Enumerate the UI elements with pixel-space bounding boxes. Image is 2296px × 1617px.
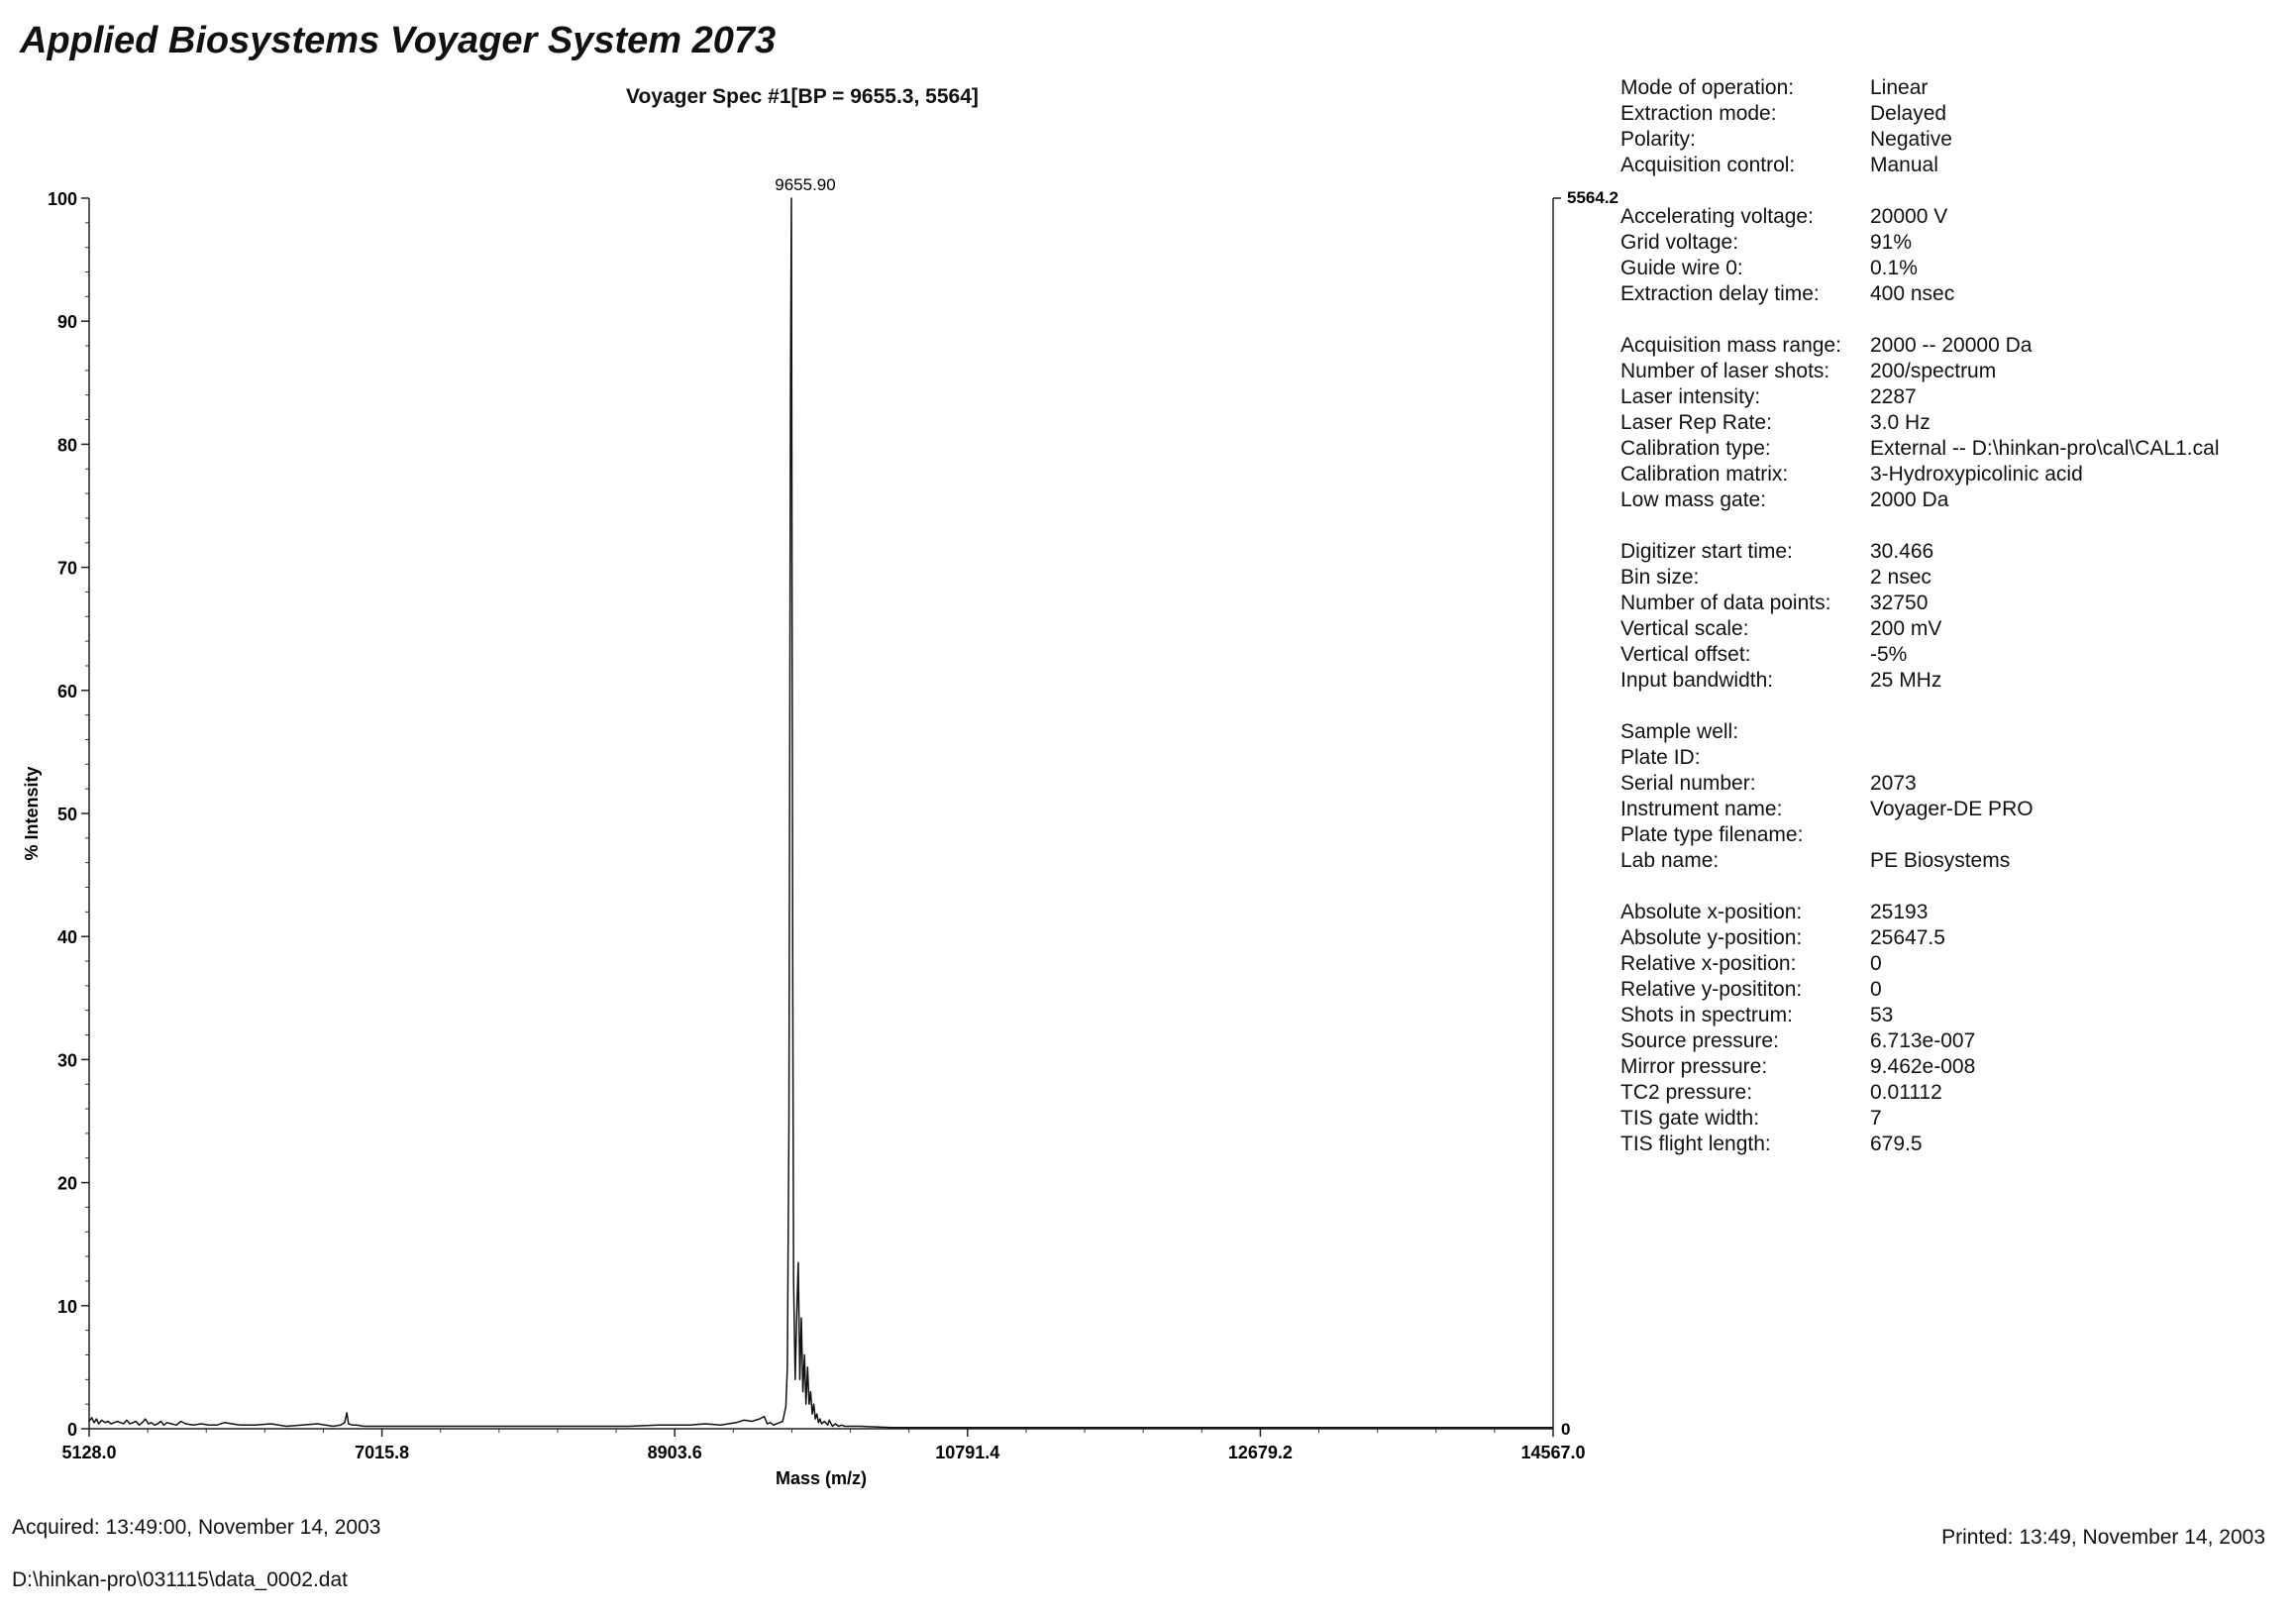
param-row — [1620, 822, 2219, 848]
data-file-path: D:\hinkan-pro\031115\data_0002.dat — [12, 1568, 348, 1591]
param-row — [1620, 1132, 2219, 1157]
param-label: Instrument name: — [1620, 798, 1783, 820]
param-label: TIS flight length: — [1620, 1132, 1771, 1155]
param-label: Accelerating voltage: — [1620, 205, 1814, 228]
x-axis-title: Mass (m/z) — [775, 1468, 868, 1488]
y-tick-label: 60 — [56, 681, 77, 701]
param-row — [1620, 797, 2219, 822]
param-label: Digitizer start time: — [1620, 540, 1793, 563]
param-label: Relative y-posititon: — [1620, 978, 1803, 1001]
param-row — [1620, 230, 2219, 256]
param-label: Absolute y-position: — [1620, 926, 1803, 949]
param-label: Absolute x-position: — [1620, 901, 1803, 923]
param-label: Mode of operation: — [1620, 76, 1795, 99]
acquisition-parameters — [1620, 75, 2219, 1183]
param-group — [1620, 719, 2219, 874]
param-row — [1620, 487, 2219, 513]
param-label: Extraction delay time: — [1620, 282, 1820, 305]
x-tick-label: 8903.6 — [647, 1443, 702, 1462]
printed-timestamp: Printed: 13:49, November 14, 2003 — [1941, 1526, 2265, 1549]
param-row — [1620, 101, 2219, 127]
y-tick-label: 90 — [56, 312, 77, 333]
param-label: Laser intensity: — [1620, 385, 1761, 408]
chart-title: Voyager Spec #1[BP = 9655.3, 5564] — [626, 85, 979, 108]
axes — [89, 198, 1553, 1429]
report-title: Applied Biosystems Voyager System 2073 — [20, 20, 777, 61]
param-row — [1620, 256, 2219, 281]
param-label: Calibration matrix: — [1620, 463, 1789, 485]
x-tick-label: 10791.4 — [935, 1443, 1000, 1462]
param-value: 2287 — [1870, 385, 1917, 408]
param-value: 7 — [1870, 1107, 1882, 1130]
param-value: 32750 — [1870, 592, 1929, 614]
param-label: TC2 pressure: — [1620, 1081, 1753, 1104]
y-tick-label: 30 — [56, 1050, 77, 1071]
param-value: PE Biosystems — [1870, 849, 2011, 872]
param-value: Manual — [1870, 154, 1938, 176]
param-value: 3.0 Hz — [1870, 411, 1931, 434]
param-row — [1620, 1028, 2219, 1054]
param-label: Laser Rep Rate: — [1620, 411, 1772, 434]
param-label: TIS gate width: — [1620, 1107, 1760, 1130]
y-tick-label: 40 — [56, 927, 77, 948]
param-row — [1620, 1003, 2219, 1028]
param-value: 25193 — [1870, 901, 1929, 923]
param-row — [1620, 1080, 2219, 1106]
param-label: Number of laser shots: — [1620, 360, 1830, 382]
param-row — [1620, 951, 2219, 977]
param-row — [1620, 1054, 2219, 1080]
ticks — [81, 198, 1561, 1437]
param-row — [1620, 925, 2219, 951]
param-label: Plate type filename: — [1620, 823, 1804, 846]
param-value: 2000 Da — [1870, 488, 1949, 511]
param-row — [1620, 281, 2219, 307]
param-value: 2073 — [1870, 772, 1917, 795]
param-value: 91% — [1870, 231, 1913, 254]
param-value: 9.462e-008 — [1870, 1055, 1976, 1078]
param-row — [1620, 642, 2219, 668]
x-tick-label: 14567.0 — [1520, 1443, 1586, 1462]
param-value: 200 mV — [1870, 617, 1942, 640]
spectrum-series — [89, 198, 1553, 1428]
param-value: Linear — [1870, 76, 1929, 99]
param-row — [1620, 668, 2219, 694]
param-label: Calibration type: — [1620, 437, 1771, 460]
param-row — [1620, 771, 2219, 797]
param-label: Guide wire 0: — [1620, 257, 1743, 279]
param-group — [1620, 204, 2219, 307]
param-row — [1620, 565, 2219, 591]
param-label: Shots in spectrum: — [1620, 1004, 1793, 1026]
param-label: Mirror pressure: — [1620, 1055, 1768, 1078]
y-tick-label: 50 — [56, 805, 77, 824]
param-row — [1620, 900, 2219, 925]
param-value: 0.1% — [1870, 257, 1918, 279]
param-value: -5% — [1870, 643, 1908, 666]
param-row — [1620, 410, 2219, 436]
param-label: Number of data points: — [1620, 592, 1831, 614]
param-group — [1620, 539, 2219, 694]
param-label: Sample well: — [1620, 720, 1739, 743]
param-value: 30.466 — [1870, 540, 1934, 563]
param-label: Vertical offset: — [1620, 643, 1751, 666]
param-value: 400 nsec — [1870, 282, 1955, 305]
param-label: Input bandwidth: — [1620, 669, 1774, 692]
param-row — [1620, 848, 2219, 874]
param-row — [1620, 333, 2219, 359]
param-label: Polarity: — [1620, 128, 1696, 151]
param-value: Negative — [1870, 128, 1952, 151]
param-row — [1620, 539, 2219, 565]
param-row — [1620, 153, 2219, 178]
param-row — [1620, 616, 2219, 642]
y-tick-label: 0 — [66, 1420, 77, 1440]
spectrum-line — [89, 198, 1553, 1428]
param-row — [1620, 127, 2219, 153]
y-tick-label: 70 — [56, 558, 77, 579]
param-label: Vertical scale: — [1620, 617, 1749, 640]
acquired-timestamp: Acquired: 13:49:00, November 14, 2003 — [12, 1516, 381, 1539]
param-row — [1620, 384, 2219, 410]
param-label: Extraction mode: — [1620, 102, 1777, 125]
param-value: 2000 -- 20000 Da — [1870, 334, 2033, 357]
param-value: 20000 V — [1870, 205, 1948, 228]
param-row — [1620, 359, 2219, 384]
param-label: Acquisition control: — [1620, 154, 1796, 176]
param-label: Plate ID: — [1620, 746, 1701, 769]
param-value: 53 — [1870, 1004, 1894, 1026]
param-value: 6.713e-007 — [1870, 1029, 1976, 1052]
peak-label: 9655.90 — [775, 175, 836, 194]
param-row — [1620, 745, 2219, 771]
right-axis-bottom-label: 0 — [1561, 1420, 1571, 1439]
x-tick-label: 12679.2 — [1227, 1443, 1293, 1462]
param-row — [1620, 204, 2219, 230]
param-label: Acquisition mass range: — [1620, 334, 1841, 357]
param-row — [1620, 1106, 2219, 1132]
param-value: 0 — [1870, 978, 1882, 1001]
y-tick-label: 10 — [56, 1296, 77, 1317]
y-tick-label: 100 — [47, 189, 77, 209]
param-group — [1620, 75, 2219, 178]
param-value: Voyager-DE PRO — [1870, 798, 2034, 820]
x-tick-label: 7015.8 — [355, 1443, 410, 1462]
y-tick-label: 80 — [56, 435, 77, 456]
param-value: 200/spectrum — [1870, 360, 1997, 382]
y-axis-title: % Intensity — [22, 766, 42, 861]
param-label: Low mass gate: — [1620, 488, 1767, 511]
param-value: 0.01112 — [1870, 1081, 1942, 1104]
param-group — [1620, 900, 2219, 1157]
param-label: Lab name: — [1620, 849, 1720, 872]
param-group — [1620, 333, 2219, 513]
param-value: External -- D:\hinkan-pro\cal\CAL1.cal — [1870, 437, 2220, 460]
chart-labels — [22, 175, 1618, 1488]
param-label: Relative x-position: — [1620, 952, 1797, 975]
param-row — [1620, 719, 2219, 745]
param-label: Grid voltage: — [1620, 231, 1739, 254]
param-value: 0 — [1870, 952, 1882, 975]
param-row — [1620, 591, 2219, 616]
param-value: 2 nsec — [1870, 566, 1931, 589]
param-row — [1620, 462, 2219, 487]
param-row — [1620, 75, 2219, 101]
param-value: 3-Hydroxypicolinic acid — [1870, 463, 2083, 485]
param-value: 679.5 — [1870, 1132, 1923, 1155]
param-label: Source pressure: — [1620, 1029, 1779, 1052]
param-value: Delayed — [1870, 102, 1947, 125]
param-label: Bin size: — [1620, 566, 1700, 589]
right-axis-top-label: 5564.2 — [1567, 188, 1618, 207]
param-label: Serial number: — [1620, 772, 1756, 795]
y-tick-label: 20 — [56, 1173, 77, 1194]
param-row — [1620, 436, 2219, 462]
param-row — [1620, 977, 2219, 1003]
x-tick-label: 5128.0 — [61, 1443, 117, 1462]
param-value: 25647.5 — [1870, 926, 1945, 949]
param-value: 25 MHz — [1870, 669, 1942, 692]
